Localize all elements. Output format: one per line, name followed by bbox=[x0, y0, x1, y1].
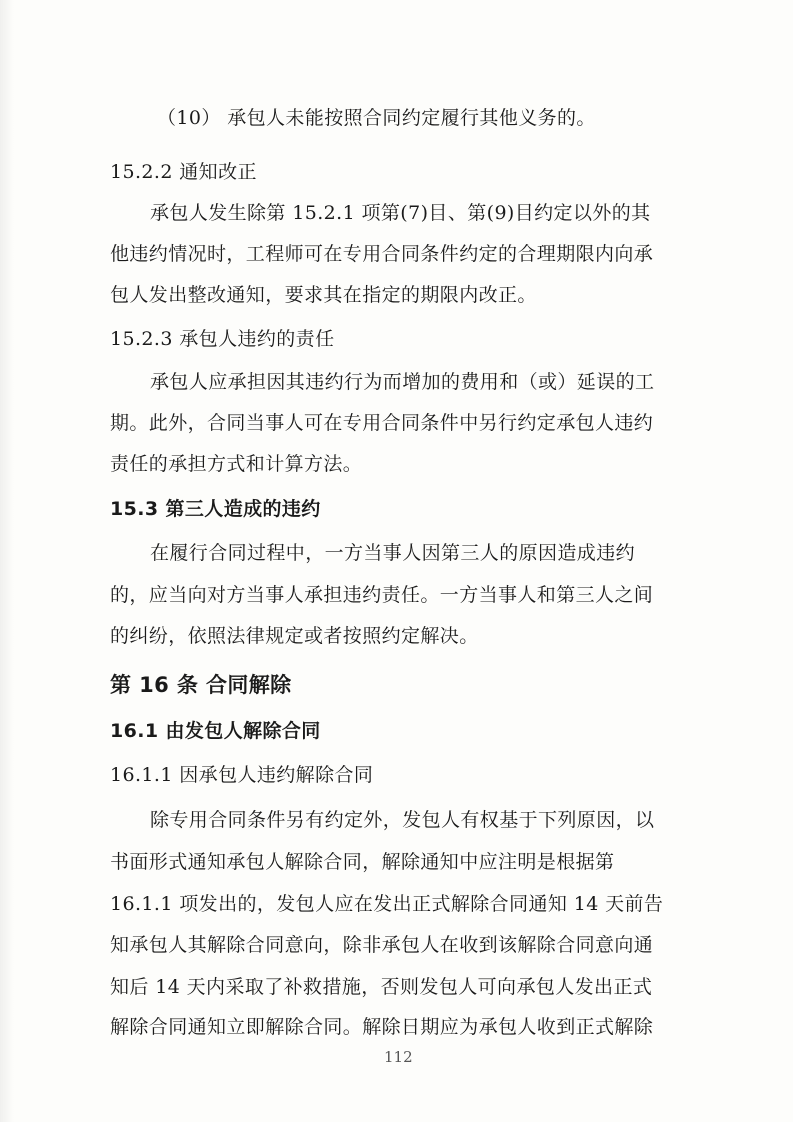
paragraph-line: 知承包人其解除合同意向，除非承包人在收到该解除合同意向通 bbox=[110, 934, 654, 956]
paragraph-line: 包人发出整改通知，要求其在指定的期限内改正。 bbox=[110, 284, 537, 306]
paragraph-line: 16.1.1 项发出的，发包人应在发出正式解除合同通知 14 天前告 bbox=[110, 893, 664, 915]
paragraph-line: 承包人发生除第 15.2.1 项第(7)目、第(9)目约定以外的其 bbox=[150, 202, 651, 224]
paragraph-line: 期。此外，合同当事人可在专用合同条件中另行约定承包人违约 bbox=[110, 412, 654, 434]
paragraph-line: 承包人应承担因其违约行为而增加的费用和（或）延误的工 bbox=[150, 371, 655, 393]
paragraph-line: 在履行合同过程中，一方当事人因第三人的原因造成违约 bbox=[150, 542, 636, 564]
paragraph-line: 知后 14 天内采取了补救措施，否则发包人可向承包人发出正式 bbox=[110, 976, 653, 998]
paragraph-line: 解除合同通知立即解除合同。解除日期应为承包人收到正式解除 bbox=[110, 1016, 654, 1038]
paragraph-line: 书面形式通知承包人解除合同，解除通知中应注明是根据第 bbox=[110, 851, 615, 873]
paragraph-line: 的，应当向对方当事人承担违约责任。一方当事人和第三人之间 bbox=[110, 584, 654, 606]
clause-15-2-1-item-10: （10） 承包人未能按照合同约定履行其他义务的。 bbox=[157, 107, 596, 129]
paragraph-line: 责任的承担方式和计算方法。 bbox=[110, 453, 363, 475]
page-number: 112 bbox=[384, 1048, 413, 1066]
paragraph-line: 他违约情况时，工程师可在专用合同条件约定的合理期限内向承 bbox=[110, 243, 654, 265]
heading-15-3: 15.3 第三人造成的违约 bbox=[110, 498, 321, 520]
paragraph-line: 的纠纷，依照法律规定或者按照约定解决。 bbox=[110, 625, 479, 647]
paragraph-line: 除专用合同条件另有约定外，发包人有权基于下列原因，以 bbox=[150, 809, 655, 831]
heading-16-1-1: 16.1.1 因承包人违约解除合同 bbox=[110, 764, 374, 786]
heading-16-1: 16.1 由发包人解除合同 bbox=[110, 720, 321, 742]
heading-article-16: 第 16 条 合同解除 bbox=[110, 673, 292, 697]
heading-15-2-2: 15.2.2 通知改正 bbox=[110, 161, 257, 183]
heading-15-2-3: 15.2.3 承包人违约的责任 bbox=[110, 328, 335, 350]
